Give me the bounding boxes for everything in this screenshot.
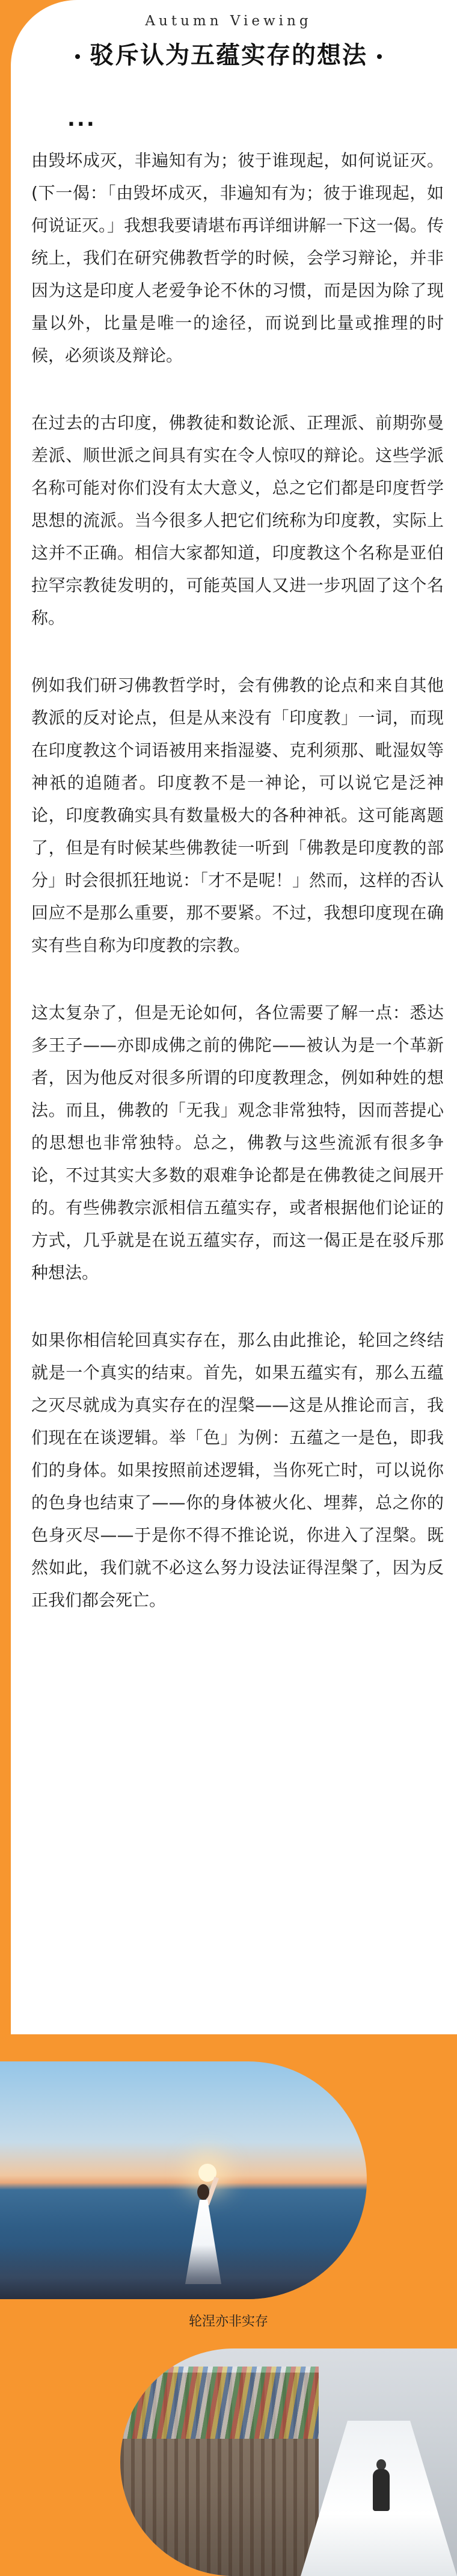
article-title-row: [0, 36, 457, 70]
image-caption: 轮涅亦非实存: [188, 2314, 268, 2329]
walking-person: [373, 2469, 390, 2511]
intro-ellipsis: ...: [67, 107, 96, 131]
title-left-dot: [75, 54, 80, 59]
sunset-lake-photo: [0, 2061, 367, 2299]
prayer-flags: [120, 2367, 319, 2439]
shore-rocks: [0, 2245, 367, 2299]
paragraph-1: 由毁坏成灭，非遍知有为；彼于谁现起，如何说证灭。(下一偈：「由毁坏成灭，非遍知有为；彼于谁现起，如何说证灭。」我想我要请堪布再详细讲解一下这一偈。传统上，我们在研究佛教哲学的时候，会学习辩论，并非因为这是印度人老爱争论不休的习惯，而是因为除了现量以外，比量是唯一的途径，而说到比量或推理的时候，必须谈及辩论。: [31, 150, 444, 365]
snowy-path-photo: [120, 2348, 457, 2576]
paragraph-2: 在过去的古印度，佛教徒和数论派、正理派、前期弥曼差派、顺世派之间具有实在令人惊叹的辩论。这些学派名称可能对你们没有太大意义，总之它们都是印度哲学思想的流派。当今很多人把它们统称为印度教，实际上这并不正确。相信大家都知道，印度教这个名称是亚伯拉罕宗教徒发明的，可能英国人又进一步巩固了这个名称。: [31, 413, 444, 628]
article-title: 驳斥认为五蕴实存的想法: [90, 42, 367, 69]
paragraph-5: 如果你相信轮回真实存在，那么由此推论，轮回之终结就是一个真实的结束。首先，如果五蕴实有，那么五蕴之灭尽就成为真实存在的涅槃——这是从推论而言，我们现在在谈逻辑。举「色」为例：五蕴之一是色，即我们的身体。如果按照前述逻辑，当你死亡时，可以说你的色身也结束了——你的身体被火化、埋葬，总之你的色身灭尽——于是你不得不推论说，你进入了涅槃。既然如此，我们就不必这么努力设法证得涅槃了，因为反正我们都会死亡。: [31, 1330, 444, 1610]
header-english-title: Autumn Viewing: [145, 13, 312, 29]
paragraph-3: 例如我们研习佛教哲学时，会有佛教的论点和来自其他教派的反对论点，但是从来没有「印度教」一词，而现在印度教这个词语被用来指湿婆、克利须那、毗湿奴等神祇的追随者。印度教不是一神论，可以说它是泛神论，印度教确实具有数量极大的各种神祇。这可能离题了，但是有时候某些佛教徒一听到「佛教是印度教的部分」时会很抓狂地说：「才不是呢！」然而，这样的否认回应不是那么重要，那不要紧。不过，我想印度现在确实有些自称为印度教的宗教。: [31, 675, 444, 955]
figure-head: [197, 2184, 209, 2200]
paragraph-4: 这太复杂了，但是无论如何，各位需要了解一点：悉达多王子——亦即成佛之前的佛陀——被认为是一个革新者，因为他反对很多所谓的印度教理念，例如种姓的想法。而且，佛教的「无我」观念非常独特，因而菩提心的思想也非常独特。总之，佛教与这些流派有很多争论，不过其实大多数的艰难争论都是在佛教徒之间展开的。有些佛教宗派相信五蕴实存，或者根据他们论证的方式，几乎就是在说五蕴实存，而这一偈正是在驳斥那种想法。: [31, 1003, 444, 1283]
title-right-dot: [377, 54, 382, 59]
article-body: [31, 144, 444, 1652]
